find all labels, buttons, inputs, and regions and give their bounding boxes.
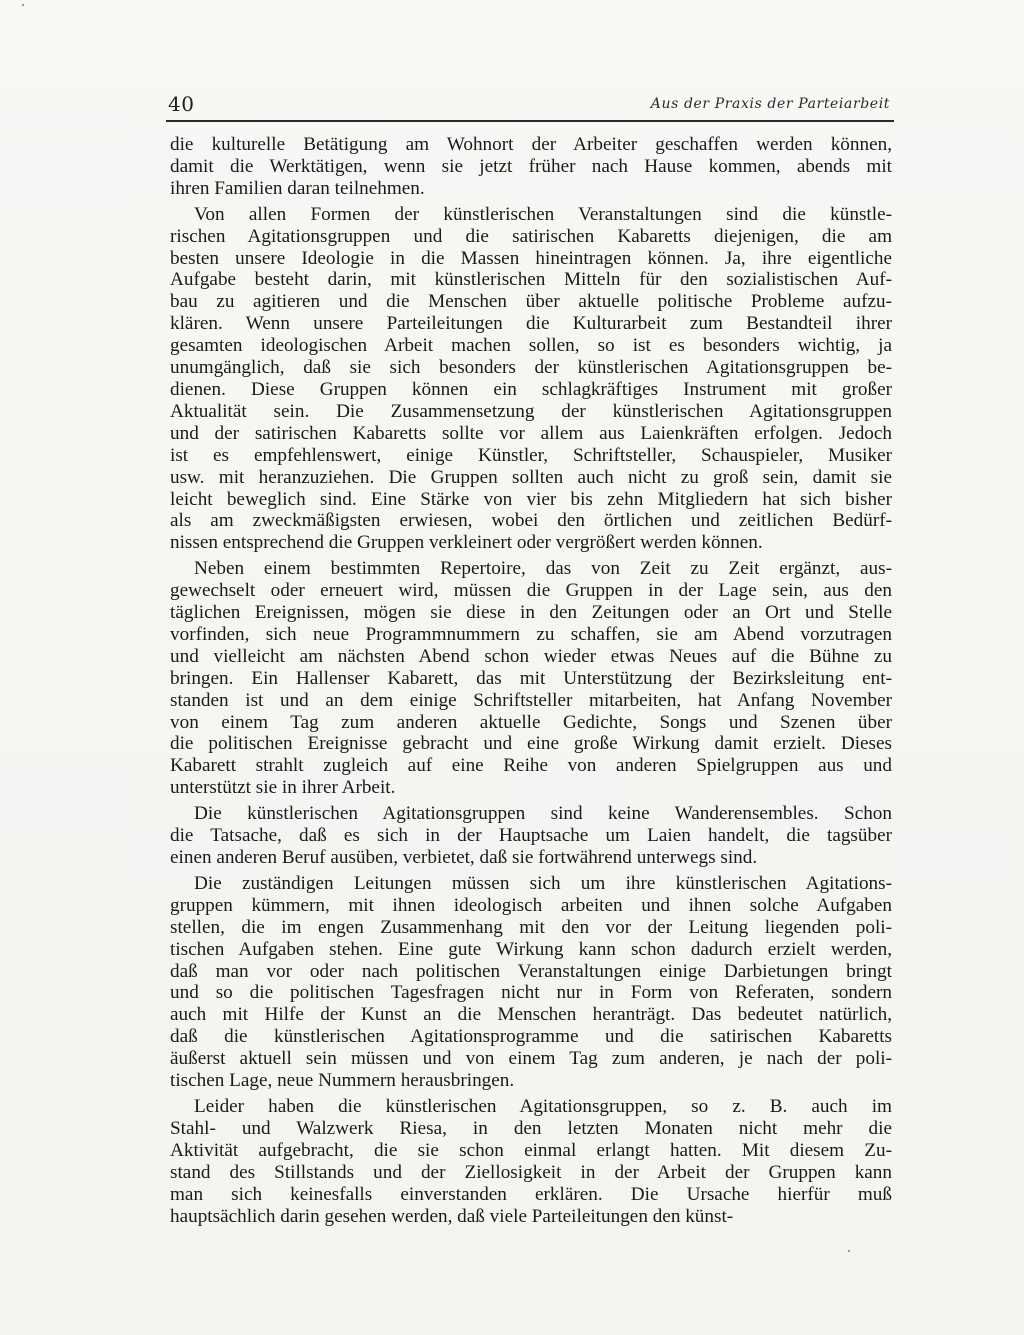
paper-speck <box>22 4 24 6</box>
paragraph <box>170 873 892 1092</box>
text-line: Die zuständigen Leitungen müssen sich um ihre künstlerischen Agitations- <box>194 872 892 894</box>
text-line: rischen Agitationsgruppen und die satirischen Kabaretts diejenigen, die am <box>170 225 892 247</box>
text-line: man sich keinesfalls einverstanden erklären. Die Ursache hierfür muß <box>170 1183 892 1205</box>
running-title: Aus der Praxis der Parteiarbeit <box>650 96 890 112</box>
text-line: gruppen kümmern, mit ihnen ideologisch arbeiten und ihnen solche Aufgaben <box>170 894 892 916</box>
text-line: Kabarett strahlt zugleich auf eine Reihe von anderen Spielgruppen aus und <box>170 755 892 777</box>
text-line: daß man vor oder nach politischen Veranstaltungen einige Darbietungen bringt <box>170 960 892 982</box>
text-line: tischen Aufgaben stehen. Eine gute Wirkung kann schon dadurch erzielt werden, <box>170 938 892 960</box>
text-line: und so die politischen Tagesfragen nicht nur in Form von Referaten, sondern <box>170 982 892 1004</box>
text-line: damit die Werktätigen, wenn sie jetzt früher nach Hause kommen, abends mit <box>170 155 892 177</box>
text-line: usw. mit heranzuziehen. Die Gruppen sollten auch nicht zu groß sein, damit sie <box>170 466 892 488</box>
text-line: Aktivität aufgebracht, die sie schon einmal erlangt hatten. Mit diesem Zu- <box>170 1139 892 1161</box>
paper-speck <box>848 1250 850 1252</box>
paragraph <box>170 803 892 869</box>
text-line: und der satirischen Kabaretts sollte vor allem aus Laienkräften erfolgen. Jedoch <box>170 422 892 444</box>
text-line: ist es empfehlenswert, einige Künstler, Schriftsteller, Schauspieler, Musiker <box>170 444 892 466</box>
text-line: bringen. Ein Hallenser Kabarett, das mit Unterstützung der Bezirksleitung ent- <box>170 667 892 689</box>
paragraph <box>170 204 892 555</box>
text-line: standen ist und an dem einige Schriftsteller mitarbeiten, hat Anfang November <box>170 689 892 711</box>
text-line: Aktualität sein. Die Zusammensetzung der künstlerischen Agitationsgruppen <box>170 400 892 422</box>
text-line: stand des Stillstands und der Ziellosigkeit in der Arbeit der Gruppen kann <box>170 1161 892 1183</box>
page-header <box>166 92 894 122</box>
paragraph <box>170 134 892 200</box>
text-line: Leider haben die künstlerischen Agitationsgruppen, so z. B. auch im <box>194 1095 892 1117</box>
text-line: stellen, die im engen Zusammenhang mit den vor der Leitung liegenden poli- <box>170 916 892 938</box>
text-line: tischen Lage, neue Nummern herausbringen. <box>170 1070 515 1092</box>
text-line: täglichen Ereignissen, mögen sie diese in den Zeitungen oder an Ort und Stelle <box>170 602 892 624</box>
text-line: unumgänglich, daß sie sich besonders der künstlerischen Agitationsgruppen be- <box>170 357 892 379</box>
text-line: als am zweckmäßigsten erwiesen, wobei den örtlichen und zeitlichen Bedürf- <box>170 510 892 532</box>
text-line: besten unsere Ideologie in die Massen hineintragen können. Ja, ihre eigentliche <box>170 247 892 269</box>
text-line: gewechselt oder erneuert wird, müssen die Gruppen in der Lage sein, aus den <box>170 580 892 602</box>
text-line: die Tatsache, daß es sich in der Hauptsache um Laien handelt, die tagsüber <box>170 825 892 847</box>
text-line: Stahl- und Walzwerk Riesa, in den letzten Monaten nicht mehr die <box>170 1117 892 1139</box>
body-text <box>170 134 892 1231</box>
text-line: ihren Familien daran teilnehmen. <box>170 177 425 199</box>
text-line: von einem Tag zum anderen aktuelle Gedichte, Songs und Szenen über <box>170 711 892 733</box>
text-line: äußerst aktuell sein müssen und von einem Tag zum anderen, je nach der poli- <box>170 1048 892 1070</box>
text-line: gesamten ideologischen Arbeit machen sollen, so ist es besonders wichtig, ja <box>170 335 892 357</box>
text-line: leicht beweglich sind. Eine Stärke von vier bis zehn Mitgliedern hat sich bisher <box>170 488 892 510</box>
text-line: bau zu agitieren und die Menschen über aktuelle politische Probleme aufzu- <box>170 291 892 313</box>
paragraph <box>170 1096 892 1227</box>
text-line: nissen entsprechend die Gruppen verkleinert oder vergrößert werden können. <box>170 532 763 554</box>
text-line: dienen. Diese Gruppen können ein schlagkräftiges Instrument mit großer <box>170 378 892 400</box>
page-number: 40 <box>168 92 195 116</box>
text-line: unterstützt sie in ihrer Arbeit. <box>170 777 396 799</box>
text-line: hauptsächlich darin gesehen werden, daß viele Parteileitungen den künst- <box>170 1205 734 1227</box>
text-line: und vielleicht am nächsten Abend schon wieder etwas Neues auf die Bühne zu <box>170 645 892 667</box>
paragraph <box>170 558 892 799</box>
text-line: klären. Wenn unsere Parteileitungen die Kulturarbeit zum Bestandteil ihrer <box>170 313 892 335</box>
text-line: daß die künstlerischen Agitationsprogramme und die satirischen Kabaretts <box>170 1026 892 1048</box>
text-line: Die künstlerischen Agitationsgruppen sind keine Wanderensembles. Schon <box>194 803 892 825</box>
text-line: Neben einem bestimmten Repertoire, das von Zeit zu Zeit ergänzt, aus- <box>194 558 892 580</box>
text-line: vorfinden, sich neue Programmnummern zu schaffen, sie am Abend vorzutragen <box>170 623 892 645</box>
text-line: einen anderen Beruf ausüben, verbietet, daß sie fortwährend unterwegs sind. <box>170 847 758 868</box>
text-line: die kulturelle Betätigung am Wohnort der Arbeiter geschaffen werden können, <box>170 134 892 155</box>
text-line: auch mit Hilfe der Kunst an die Menschen heranträgt. Das bedeutet natürlich, <box>170 1004 892 1026</box>
text-line: die politischen Ereignisse gebracht und eine große Wirkung damit erzielt. Dieses <box>170 733 892 755</box>
text-line: Von allen Formen der künstlerischen Veranstaltungen sind die künstle- <box>194 203 892 225</box>
text-line: Aufgabe besteht darin, mit künstlerischen Mitteln für den sozialistischen Auf- <box>170 269 892 291</box>
